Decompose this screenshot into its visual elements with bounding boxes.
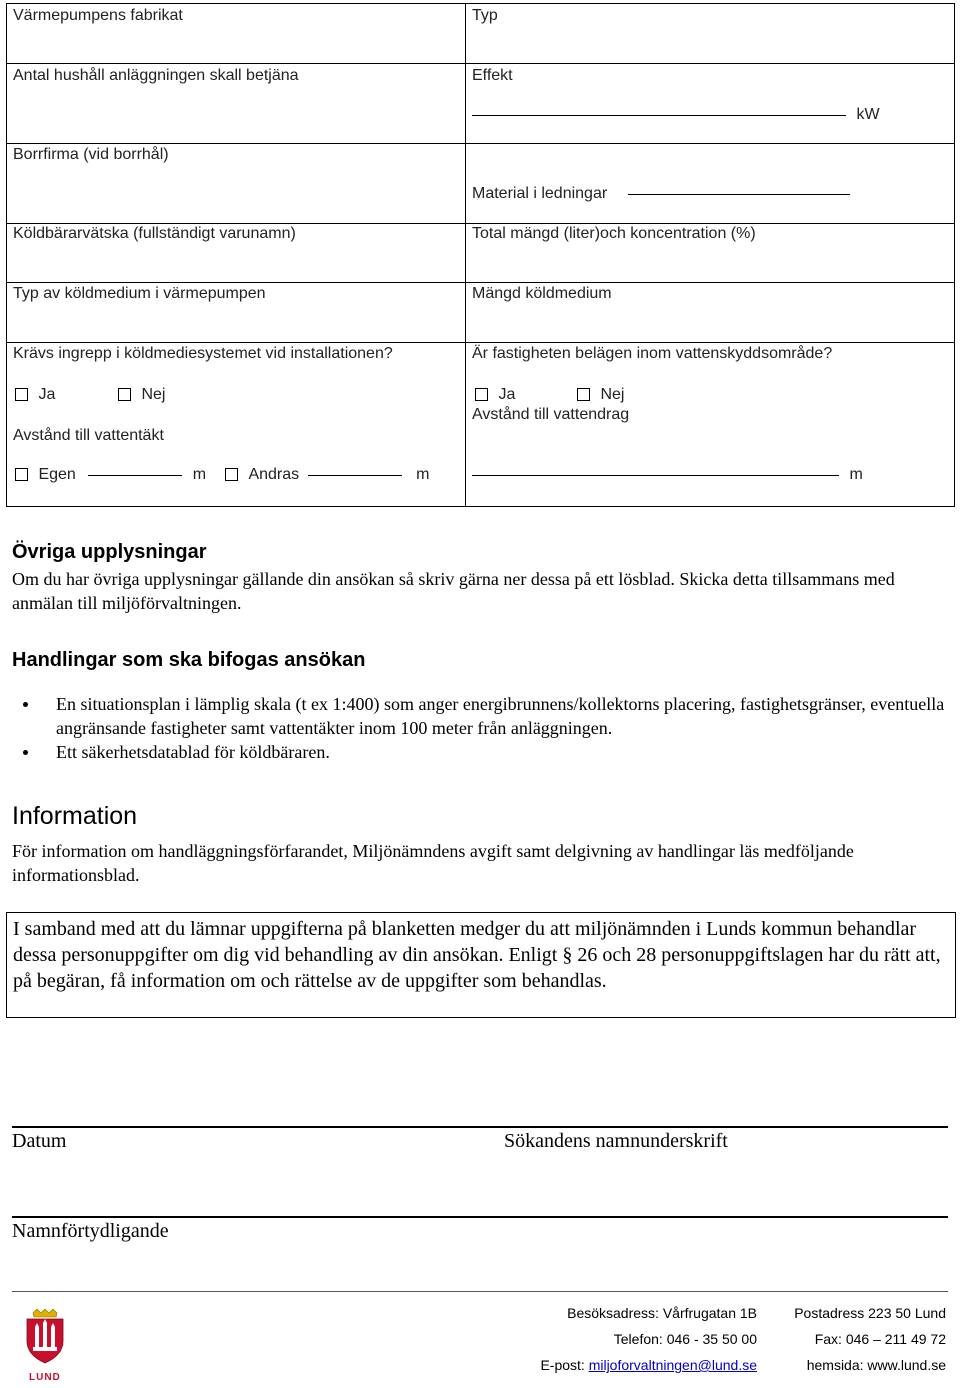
intervention-no-checkbox[interactable]	[118, 388, 131, 401]
refrigerant-type-label: Typ av köldmedium i värmepumpen	[13, 285, 266, 302]
footer-divider	[12, 1291, 948, 1292]
watercourse-distance-unit: m	[849, 466, 863, 483]
pipe-material-input-line[interactable]	[628, 193, 850, 195]
others-distance-unit: m	[416, 466, 430, 483]
type-field[interactable]	[466, 4, 955, 64]
drilling-company-field[interactable]	[7, 144, 466, 224]
date-signature-line[interactable]	[12, 1126, 948, 1128]
attachments-heading: Handlingar som ska bifogas ansökan	[12, 649, 366, 671]
name-clarification-line[interactable]	[12, 1216, 948, 1218]
own-distance-unit: m	[192, 466, 207, 483]
others-label: Andras	[248, 466, 300, 483]
intervention-yes-label: Ja	[38, 386, 56, 403]
consent-box: I samband med att du lämnar uppgifterna på blanketten medger du att miljönämnden i Lunds kommun behandlar dessa personuppgifter om dig vid behandling av din ansökan. Enligt § 26 och 28 personuppgiftslagen har du rätt att, på begäran, få information om och rättelse av de uppgifter som behandlas.	[6, 912, 956, 1018]
pipe-material-label: Material i ledningar	[472, 185, 608, 202]
effect-unit: kW	[856, 106, 880, 123]
type-label: Typ	[472, 7, 498, 24]
other-info-text: Om du har övriga upplysningar gällande din ansökan så skriv gärna ner dessa på ett lösblad. Skicka detta tillsammans med anmälan till miljöförvaltningen.	[12, 569, 895, 613]
protection-yes-label: Ja	[498, 386, 516, 403]
protection-no-checkbox[interactable]	[577, 388, 590, 401]
protection-area-question: Är fastigheten belägen inom vattenskyddsområde?	[472, 345, 833, 362]
lund-coat-of-arms-icon	[25, 1307, 65, 1365]
visit-address: Besöksadress: Vårfrugatan 1B	[567, 1305, 757, 1321]
intervention-cell	[7, 343, 466, 507]
effect-label: Effekt	[472, 67, 513, 84]
manufacturer-field[interactable]	[7, 4, 466, 64]
bullet-icon	[23, 750, 28, 755]
manufacturer-label: Värmepumpens fabrikat	[13, 7, 183, 24]
logo-text: LUND	[29, 1372, 61, 1383]
name-clarification-label: Namnförtydligande	[12, 1220, 169, 1242]
email-row	[540, 1357, 757, 1373]
refrigerant-type-field[interactable]	[7, 283, 466, 343]
own-source-checkbox[interactable]	[15, 468, 28, 481]
other-info-heading: Övriga upplysningar	[12, 541, 207, 563]
email-label: E-post:	[540, 1357, 589, 1373]
others-source-checkbox[interactable]	[225, 468, 238, 481]
coolant-field[interactable]	[7, 224, 466, 283]
postal-address: Postadress 223 50 Lund	[794, 1305, 946, 1321]
list-item: En situationsplan i lämplig skala (t ex 1:400) som anger energibrunnens/kollektorns placering, fastighetsgränser, eventuella angränsande fastigheter samt vattentäkter inom 100 meter från anläggningen.	[12, 692, 952, 740]
total-amount-label: Total mängd (liter)och koncentration (%)	[472, 225, 756, 242]
own-label: Egen	[38, 466, 76, 483]
drilling-company-label: Borrfirma (vid borrhål)	[13, 146, 169, 163]
intervention-no-label: Nej	[141, 386, 166, 403]
phone-number: Telefon: 046 - 35 50 00	[613, 1331, 757, 1347]
distance-watercourse-label: Avstånd till vattendrag	[472, 406, 630, 423]
effect-input-line[interactable]	[472, 114, 846, 116]
intervention-question: Krävs ingrepp i köldmediesystemet vid installationen?	[13, 345, 393, 362]
bullet-icon	[23, 702, 28, 707]
website: hemsida: www.lund.se	[806, 1357, 946, 1373]
households-label: Antal hushåll anläggningen skall betjäna	[13, 67, 299, 84]
effect-field[interactable]	[466, 64, 955, 144]
refrigerant-amount-field[interactable]	[466, 283, 955, 343]
protection-yes-checkbox[interactable]	[475, 388, 488, 401]
watercourse-distance-input-line[interactable]	[472, 474, 839, 476]
refrigerant-amount-label: Mängd köldmedium	[472, 285, 612, 302]
fax-number: Fax: 046 – 211 49 72	[814, 1331, 946, 1347]
email-link[interactable]: miljoforvaltningen@lund.se	[588, 1357, 757, 1373]
signature-label: Sökandens namnunderskrift	[504, 1130, 728, 1152]
distance-water-source-label: Avstånd till vattentäkt	[13, 427, 164, 444]
households-field[interactable]	[7, 64, 466, 144]
others-distance-input-line[interactable]	[308, 474, 402, 476]
coolant-label: Köldbärarvätska (fullständigt varunamn)	[13, 225, 296, 242]
information-text: För information om handläggningsförfarandet, Miljönämndens avgift samt delgivning av handlingar läs medföljande informationsblad.	[12, 841, 854, 885]
protection-area-cell	[466, 343, 955, 507]
total-amount-field[interactable]	[466, 224, 955, 283]
information-heading: Information	[12, 802, 138, 830]
own-distance-input-line[interactable]	[88, 474, 182, 476]
list-item: Ett säkerhetsdatablad för köldbäraren.	[12, 740, 952, 764]
date-label: Datum	[12, 1130, 67, 1152]
protection-no-label: Nej	[600, 386, 625, 403]
pipe-material-field[interactable]	[466, 144, 955, 224]
attachments-list	[12, 692, 952, 764]
application-form-table	[6, 3, 955, 507]
intervention-yes-checkbox[interactable]	[15, 388, 28, 401]
